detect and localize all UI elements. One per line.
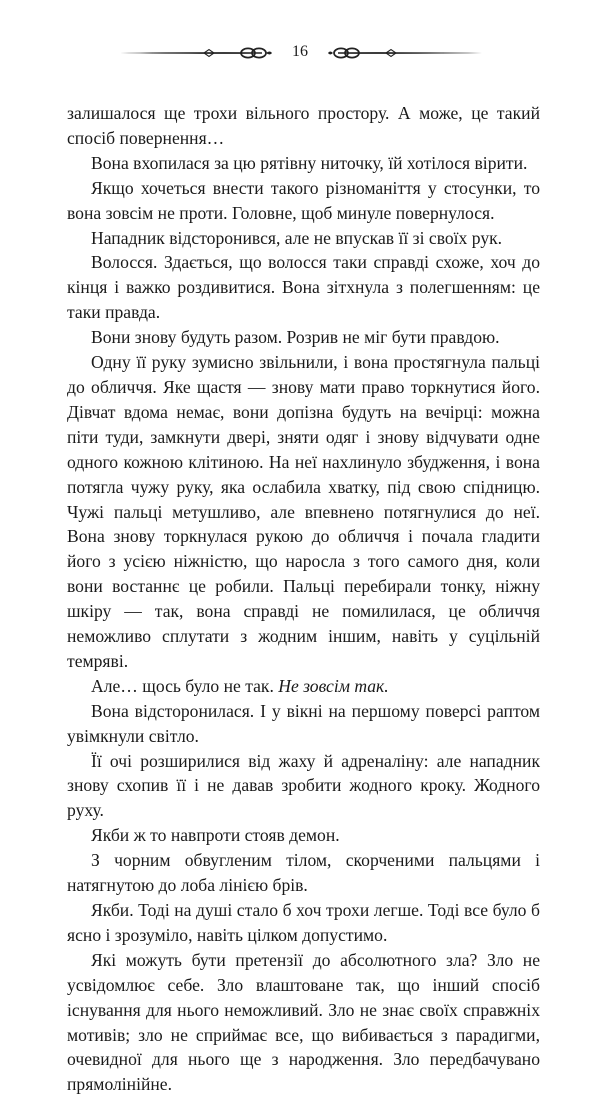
paragraph: Вони знову будуть разом. Розрив не міг бути правдою. bbox=[91, 327, 500, 348]
paragraph: Її очі розширилися від жаху й адреналіну: але нападник знову схопив її і не давав зробити жодного кроку. Жодного руху. bbox=[67, 750, 540, 821]
paragraph: залишалося ще трохи вільного простору. А може, це такий спосіб повернення… bbox=[67, 103, 540, 148]
paragraph: Нападник відсторонився, але не впускав її зі своїх рук. bbox=[91, 227, 503, 248]
emphasized-text: Не зовсім так. bbox=[278, 675, 389, 696]
paragraph: З чорним обвугленим тілом, скорченими пальцями і натягнутою до лоба лінією брів. bbox=[67, 850, 540, 896]
paragraph: Якщо хочеться внести такого різноманіття у стосунки, то вона зовсім не проти. Головне, щоб минуле повернулося. bbox=[67, 177, 540, 223]
page-header bbox=[0, 38, 600, 68]
paragraph: Вона вхопилася за цю рятівну ниточку, їй хотілося вірити. bbox=[91, 152, 528, 173]
paragraph-text: Але… щось було не так. bbox=[91, 675, 279, 696]
paragraph: Які можуть бути претензії до абсолютного зла? Зло не усвідомлює себе. Зло влаштоване так, що інший спосіб існування для нього неможливий. Зло не знає своїх справжніх мотивів; зло не сприймає все, що вибивається з парадигми, очевидної для нього ще з народження. Зло передбачувано прямолінійне. bbox=[67, 949, 540, 1095]
paragraph: Волосся. Здається, що волосся таки справді схоже, хоч до кінця і важко роздивитися. Вона зітхнула з полегшенням: це таки правда. bbox=[67, 252, 540, 323]
body-text bbox=[67, 101, 540, 1097]
paragraph: Вона відсторонилася. І у вікні на першому поверсі раптом увімкнули світло. bbox=[67, 700, 540, 746]
page-number: 16 bbox=[292, 43, 308, 60]
paragraph: Одну її руку зумисно звільнили, і вона простягнула пальці до обличчя. Яке щастя — знову мати право торкнутися його. Дівчат вдома немає, вони допізна будуть на вечірці: можна піти туди, замкнути двері, зняти одяг і знову відчувати одне одного кожною клітиною. На неї нахлинуло збудження, і вона потягла чужу руку, яка ослабила хватку, під свою спідницю. Чужі пальці метушливо, але впевнено потягнулися до неї. Вона знову торкнулася рукою до обличчя і почала гладити його з усією ніжністю, що наросла з того самого дня, коли вони востаннє це робили. Пальці перебирали тонку, ніжну шкіру — так, вона справді не помилилася, це обличчя неможливо сплутати з жодним іншим, навіть у суцільній темряві. bbox=[67, 352, 540, 671]
paragraph bbox=[67, 674, 540, 699]
paragraph: Якби. Тоді на душі стало б хоч трохи легше. Тоді все було б ясно і зрозуміло, навіть цілком допустимо. bbox=[67, 900, 540, 945]
paragraph: Якби ж то навпроти стояв демон. bbox=[91, 825, 340, 846]
